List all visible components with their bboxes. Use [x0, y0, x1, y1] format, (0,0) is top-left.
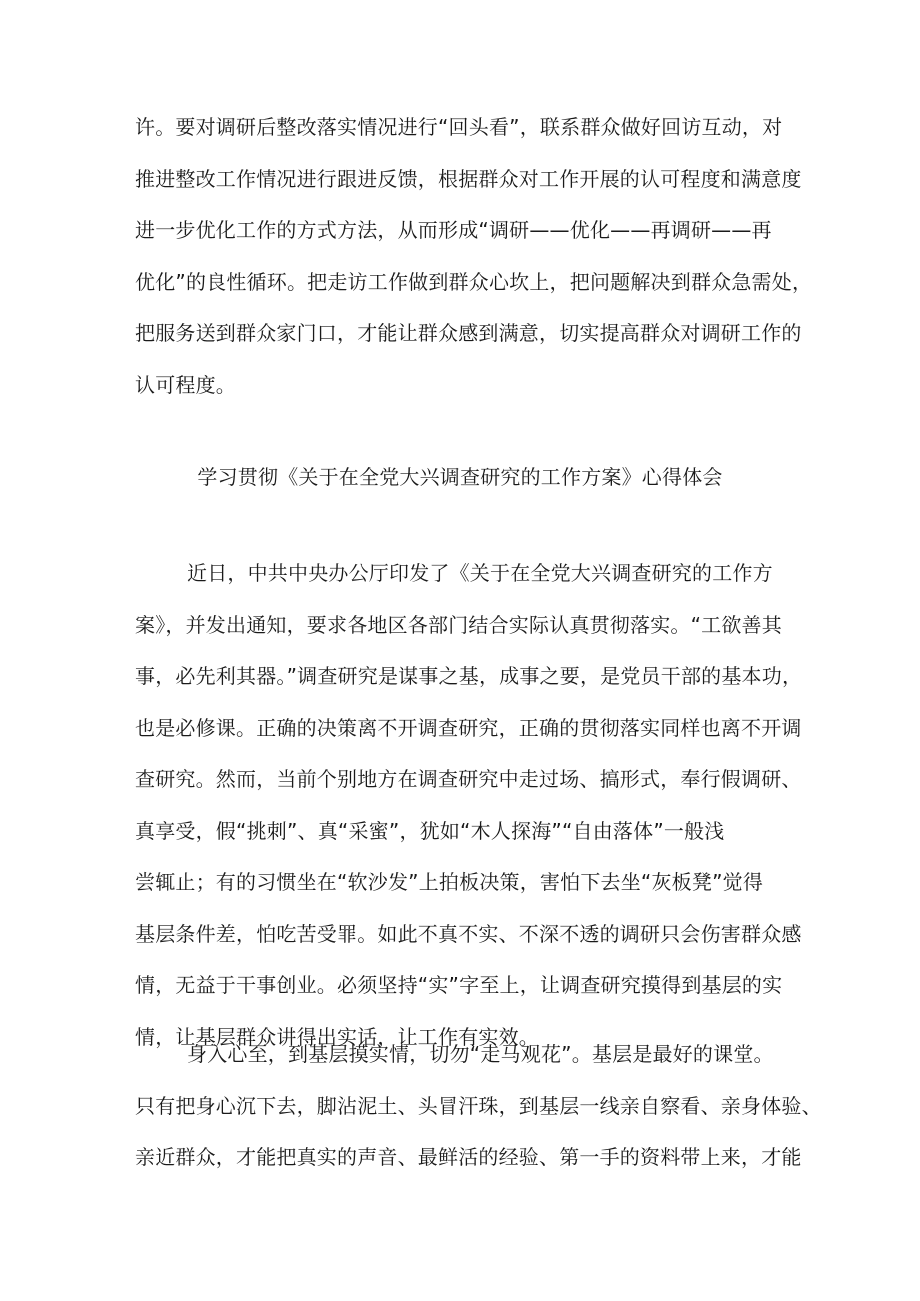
continuation-paragraph	[135, 102, 813, 411]
document-title: 学习贯彻《关于在全党大兴调查研究的工作方案》心得体会	[197, 465, 723, 489]
text-line: 亲近群众，才能把真实的声音、最鲜活的经验、第一手的资料带上来，才能	[135, 1145, 802, 1169]
text-line: 近日，中共中央办公厅印发了《关于在全党大兴调查研究的工作方	[187, 561, 773, 585]
text-line: 事，必先利其器。”调查研究是谋事之基，成事之要，是党员干部的基本功，	[135, 664, 803, 688]
text-line: 身入心至，到基层摸实情，切勿“走马观花”。基层是最好的课堂。	[187, 1042, 774, 1066]
text-line: 许。要对调研后整改落实情况进行“回头看”，联系群众做好回访互动，对	[135, 115, 783, 139]
text-line: 情，让基层群众讲得出实话，让工作有实效。	[135, 1024, 539, 1049]
text-line: 也是必修课。正确的决策离不开调查研究，正确的贯彻落实同样也离不开调	[135, 715, 802, 740]
text-line: 认可程度。	[135, 372, 236, 397]
text-line: 优化”的良性循环。把走访工作做到群众心坎上，把问题解决到群众急需处，	[135, 269, 813, 294]
text-line: 案》，并发出通知，要求各地区各部门结合实际认真贯彻落实。“工欲善其	[135, 612, 782, 637]
text-line: 情，无益于干事创业。必须坚持“实”字至上，让调查研究摸得到基层的实	[135, 973, 783, 997]
text-line: 尝辄止；有的习惯坐在“软沙发”上拍板决策，害怕下去坐“灰板凳”觉得	[135, 870, 764, 894]
text-line: 推进整改工作情况进行跟进反馈，根据群众对工作开展的认可程度和满意度	[135, 166, 802, 191]
text-line: 查研究。然而，当前个别地方在调查研究中走过场、搞形式，奉行假调研、	[135, 767, 802, 791]
paragraph-body	[135, 1029, 822, 1184]
text-line: 进一步优化工作的方式方法，从而形成“调研——优化——再调研——再	[135, 218, 772, 242]
text-line: 把服务送到群众家门口，才能让群众感到满意，切实提高群众对调研工作的	[135, 321, 802, 345]
text-line: 基层条件差，怕吃苦受罪。如此不真不实、不深不透的调研只会伤害群众感	[135, 921, 802, 946]
text-line: 真享受，假“挑刺”、真“采蜜”，犹如“木人探海”“自由落体”一般浅	[135, 818, 725, 843]
paragraph-intro	[135, 548, 803, 1063]
text-line: 只有把身心沉下去，脚沾泥土、头冒汗珠，到基层一线亲自察看、亲身体验、	[135, 1093, 822, 1118]
